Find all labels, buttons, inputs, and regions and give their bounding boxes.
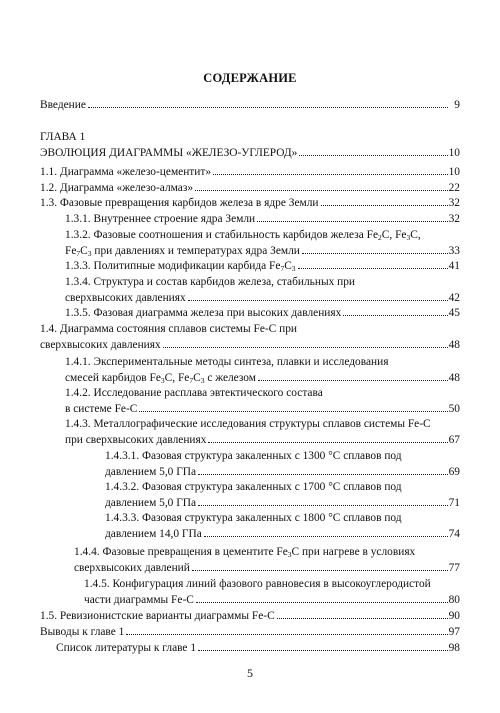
- toc-entry-text: 1.4.3. Металлографические исследования структуры сплавов системы Fe-C: [65, 418, 431, 430]
- toc-entry-chapter-title[interactable]: [0, 146, 500, 160]
- toc-page-number: 80: [448, 594, 460, 606]
- toc-page-number: 71: [448, 497, 460, 509]
- toc-entry-text: 1.3. Фазовые превращения карбидов железа в ядре Земли: [40, 197, 319, 209]
- toc-entry-1-4-3-3[interactable]: [0, 511, 500, 525]
- toc-entry-1-3-4[interactable]: [0, 275, 500, 289]
- dot-leader: [258, 371, 448, 381]
- toc-entry-1-4-3-1[interactable]: [0, 449, 500, 463]
- toc-entry-text: 1.4. Диаграмма состояния сплавов системы Fe-C при: [40, 323, 298, 335]
- toc-page-number: 22: [448, 182, 460, 194]
- toc-page-number: 67: [448, 434, 460, 446]
- toc-entry-text: 1.3.4. Структура и состав карбидов железа, стабильных при: [65, 276, 356, 288]
- dot-leader: [163, 338, 448, 348]
- toc-page-number: 9: [454, 99, 460, 111]
- toc-entry-text: 1.3.5. Фазовая диаграмма железа при высоких давлениях: [65, 307, 342, 319]
- toc-page-number: 32: [448, 197, 460, 209]
- toc-entry-text: Введение: [40, 99, 86, 111]
- toc-entry-text: смесей карбидов $Fe_3C$, $Fe_7C_3$ с железом: [65, 372, 256, 385]
- dot-leader: [208, 433, 448, 443]
- toc-entry-1-4[interactable]: [0, 322, 500, 336]
- toc-chapter-label: [0, 130, 500, 144]
- toc-entry-text: 1.4.4. Фазовые превращения в цементите $Fe_3C$ при нагреве в условиях: [74, 546, 416, 559]
- toc-entry-text: части диаграммы Fe-C: [84, 594, 194, 606]
- toc-entry-1-3-4-cont[interactable]: [0, 291, 500, 305]
- toc-page-number: 45: [448, 307, 460, 319]
- dot-leader: [213, 165, 448, 175]
- toc-page-number: 41: [448, 260, 460, 272]
- toc-entry-1-5[interactable]: [0, 609, 500, 623]
- toc-page-number: 42: [448, 292, 460, 304]
- toc-entry-text: 1.3.2. Фазовые соотношения и стабильность карбидов железа $Fe_2C$, $Fe_3C$,: [65, 229, 421, 242]
- toc-page-number: 50: [448, 403, 460, 415]
- toc-page-number: 48: [448, 339, 460, 351]
- toc-entry-text: 1.4.1. Экспериментальные методы синтеза, плавки и исследования: [65, 356, 389, 368]
- toc-entry-text: сверхвысоких давлениях: [65, 292, 186, 304]
- toc-entry-text: сверхвысоких давлениях: [40, 339, 161, 351]
- page-title: СОДЕРЖАНИЕ: [203, 71, 297, 85]
- toc-page-number: 10: [448, 166, 460, 178]
- toc-entry-text: 1.2. Диаграмма «железо-алмаз»: [40, 182, 194, 194]
- dot-leader: [139, 402, 448, 412]
- toc-entry-text: $Fe_7C_3$ при давлениях и температурах ядра Земли: [65, 245, 300, 258]
- toc-entry-1-4-1-cont[interactable]: [0, 371, 500, 385]
- dot-leader: [192, 561, 448, 571]
- toc-entry-text: давлением 5,0 ГПа: [105, 466, 197, 478]
- dot-leader: [88, 98, 448, 108]
- toc-page-number: 90: [448, 610, 460, 622]
- dot-leader: [302, 244, 448, 254]
- toc-entry-text: 1.3.3. Политипные модификации карбида $Fe_7C_3$: [65, 260, 296, 273]
- toc-entry-text: 1.4.2. Исследование расплава эвтектического состава: [65, 387, 323, 399]
- toc-entry-1-1[interactable]: [0, 165, 500, 179]
- dot-leader: [298, 259, 448, 269]
- dot-leader: [126, 625, 448, 635]
- toc-entry-1-4-5-cont[interactable]: [0, 593, 500, 607]
- dot-leader: [343, 306, 448, 316]
- dot-leader: [321, 196, 448, 206]
- dot-leader: [198, 641, 448, 651]
- toc-page-number: 32: [448, 213, 460, 225]
- toc-entry-1-4-3-3-cont[interactable]: [0, 527, 500, 541]
- dot-leader: [277, 609, 448, 619]
- dot-leader: [188, 291, 448, 301]
- toc-entry-text: сверхвысоких давлений: [74, 562, 190, 574]
- dot-leader: [299, 146, 448, 156]
- toc-entry-text: при сверхвысоких давлениях: [65, 434, 207, 446]
- page-number: 5: [247, 666, 253, 680]
- toc-entry-text: 1.4.3.3. Фазовая структура закаленных с 1800 °С сплавов под: [105, 512, 402, 524]
- toc-entry-references[interactable]: [0, 641, 500, 655]
- dot-leader: [198, 496, 448, 506]
- toc-entry-1-4-4-cont[interactable]: [0, 561, 500, 575]
- toc-entry-1-4-5[interactable]: [0, 577, 500, 591]
- toc-entry-text: Выводы к главе 1: [40, 626, 125, 638]
- toc-page-number: 33: [448, 245, 460, 257]
- toc-page-number: 98: [448, 642, 460, 654]
- toc-entry-1-3[interactable]: [0, 196, 500, 210]
- toc-entry-text: 1.3.1. Внутреннее строение ядра Земли: [65, 213, 256, 225]
- toc-entry-1-3-5[interactable]: [0, 306, 500, 320]
- toc-entry-1-4-4[interactable]: [0, 545, 500, 559]
- toc-entry-1-4-2-cont[interactable]: [0, 402, 500, 416]
- toc-entry-1-4-3-1-cont[interactable]: [0, 465, 500, 479]
- toc-entry-text: 1.4.3.2. Фазовая структура закаленных с 1700 °С сплавов под: [105, 481, 402, 493]
- toc-entry-1-3-2[interactable]: [0, 228, 500, 242]
- toc-entry-text: Список литературы к главе 1: [56, 642, 197, 654]
- toc-entry-text: ГЛАВА 1: [40, 131, 86, 143]
- toc-entry-introduction[interactable]: [0, 98, 500, 112]
- toc-entry-text: 1.1. Диаграмма «железо-цементит»: [40, 166, 212, 178]
- toc-entry-1-4-1[interactable]: [0, 355, 500, 369]
- toc-page-number: 77: [448, 562, 460, 574]
- dot-leader: [195, 181, 448, 191]
- toc-page-number: 69: [448, 466, 460, 478]
- toc-entry-1-4-3[interactable]: [0, 417, 500, 431]
- toc-entry-text: давлением 14,0 ГПа: [105, 528, 202, 540]
- toc-entry-1-4-3-cont[interactable]: [0, 433, 500, 447]
- toc-entry-conclusions[interactable]: [0, 625, 500, 639]
- dot-leader: [198, 465, 448, 475]
- dot-leader: [196, 593, 448, 603]
- toc-entry-text: 1.4.3.1. Фазовая структура закаленных с 1300 °С сплавов под: [105, 450, 402, 462]
- toc-entry-1-4-3-2-cont[interactable]: [0, 496, 500, 510]
- toc-entry-text: в системе Fe-C: [65, 403, 138, 415]
- toc-entry-1-3-2-cont[interactable]: [0, 244, 500, 258]
- toc-page-number: 97: [448, 626, 460, 638]
- toc-entry-1-4-2[interactable]: [0, 386, 500, 400]
- toc-entry-1-3-3[interactable]: [0, 259, 500, 273]
- toc-entry-1-4-3-2[interactable]: [0, 480, 500, 494]
- toc-page-number: 10: [448, 147, 460, 159]
- toc-entry-text: ЭВОЛЮЦИЯ ДИАГРАММЫ «ЖЕЛЕЗО-УГЛЕРОД»: [40, 147, 298, 159]
- toc-page-number: 74: [448, 528, 460, 540]
- dot-leader: [204, 527, 448, 537]
- toc-entry-text: 1.5. Ревизионистские варианты диаграммы Fe-C: [40, 610, 275, 622]
- toc-entry-1-4-cont[interactable]: [0, 338, 500, 352]
- toc-entry-text: давлением 5,0 ГПа: [105, 497, 197, 509]
- toc-entry-text: 1.4.5. Конфигурация линий фазового равновесия в высокоуглеродистой: [84, 578, 431, 590]
- dot-leader: [257, 212, 448, 222]
- toc-entry-1-2[interactable]: [0, 181, 500, 195]
- toc-page-number: 48: [448, 372, 460, 384]
- toc-entry-1-3-1[interactable]: [0, 212, 500, 226]
